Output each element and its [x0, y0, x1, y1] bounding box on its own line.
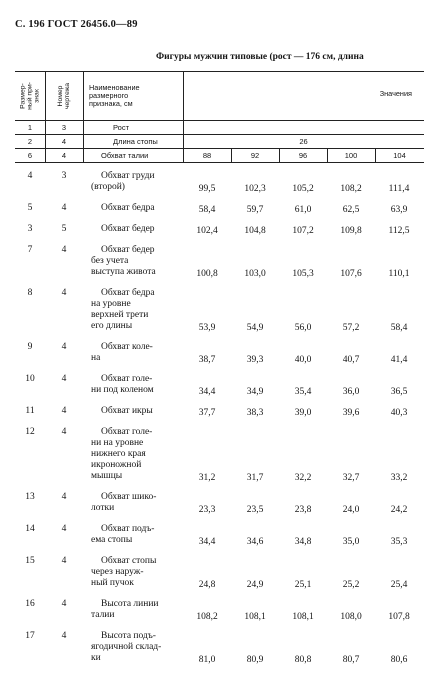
- cell-attribute: 9: [27, 342, 33, 352]
- cell-attribute: 13: [25, 492, 35, 502]
- cell-value: 31,7: [246, 473, 264, 483]
- cell-name: [91, 288, 179, 332]
- cell-value: 36,5: [390, 387, 408, 397]
- cell-drawing: 4: [61, 631, 67, 641]
- cell-value: 34,6: [246, 537, 264, 547]
- cell-waist-value: 100: [344, 151, 358, 160]
- table-caption: Фигуры мужчин типовые (рост — 176 см, длина: [156, 52, 364, 62]
- cell-attribute: 7: [27, 245, 33, 255]
- cell-attribute: 1: [27, 123, 33, 132]
- cell-name-line: на: [91, 353, 101, 363]
- cell-drawing: 4: [61, 342, 67, 352]
- cell-attribute: 4: [27, 171, 33, 181]
- cell-name-line: Обхват стопы: [101, 556, 157, 566]
- cell-value: 39,0: [294, 408, 312, 418]
- cell-attribute: 2: [27, 137, 33, 146]
- cell-name-line: Обхват бедра: [101, 288, 155, 298]
- cell-value: 23,3: [198, 505, 216, 515]
- header-cell-name: [83, 72, 189, 120]
- cell-drawing: 4: [61, 288, 67, 298]
- fixed-row-height: [15, 121, 424, 135]
- cell-value: 40,7: [342, 355, 360, 365]
- cell-name-line: Обхват подъ-: [101, 524, 155, 534]
- cell-waist-value: 88: [202, 151, 212, 160]
- cell-value: 61,0: [294, 205, 312, 215]
- cell-name: [91, 556, 179, 589]
- cell-value: 111,4: [388, 184, 410, 194]
- table-row: [15, 556, 424, 591]
- cell-name-line: Обхват бедер: [101, 224, 155, 234]
- cell-name-line: через наруж-: [91, 567, 144, 577]
- header-attribute-line: Размер-: [19, 83, 27, 109]
- cell-value: 109,8: [340, 226, 362, 236]
- header-cell-attribute: [15, 72, 45, 120]
- column-divider: [83, 135, 84, 148]
- cell-drawing: 4: [61, 151, 67, 160]
- cell-value: 40,0: [294, 355, 312, 365]
- cell-name: [91, 427, 179, 482]
- cell-name: Длина стопы: [113, 137, 158, 146]
- cell-name: [91, 524, 179, 546]
- cell-attribute: 6: [27, 151, 33, 160]
- table-row: [15, 524, 424, 548]
- cell-attribute: 14: [25, 524, 35, 534]
- cell-value: 112,5: [388, 226, 410, 236]
- cell-value: 59,7: [246, 205, 264, 215]
- cell-drawing: 3: [61, 123, 67, 132]
- cell-name-line: Обхват коле-: [101, 342, 153, 352]
- column-divider: [83, 72, 84, 120]
- cell-drawing: 4: [61, 492, 67, 502]
- cell-value: 58,4: [198, 205, 216, 215]
- cell-value: 38,3: [246, 408, 264, 418]
- table-row: [15, 224, 424, 237]
- table-row: [15, 342, 424, 366]
- cell-drawing: 5: [61, 224, 67, 234]
- cell-value: 53,9: [198, 323, 216, 333]
- header-drawing-line: Номер: [57, 85, 64, 107]
- cell-name-line: Высота линии: [101, 599, 159, 609]
- cell-name: [91, 203, 179, 214]
- header-name-line: признака, см: [89, 99, 133, 108]
- cell-value: 105,3: [292, 269, 314, 279]
- cell-name-line: ни на уровне: [91, 438, 144, 448]
- cell-name-line: Обхват бедер: [101, 245, 155, 255]
- header-cell-values: Значения: [379, 89, 412, 98]
- column-divider: [183, 149, 184, 162]
- cell-value: 35,3: [390, 537, 408, 547]
- cell-name-line: на уровне: [91, 299, 131, 309]
- cell-value: 37,7: [198, 408, 216, 418]
- cell-attribute: 3: [27, 224, 33, 234]
- column-divider: [375, 149, 376, 162]
- cell-drawing: 4: [61, 524, 67, 534]
- cell-attribute: 16: [25, 599, 35, 609]
- cell-name: [91, 599, 179, 621]
- cell-value: 100,8: [196, 269, 218, 279]
- cell-attribute: 11: [25, 406, 35, 416]
- column-divider: [183, 135, 184, 148]
- cell-value: 32,2: [294, 473, 312, 483]
- cell-value: 23,8: [294, 505, 312, 515]
- column-divider: [231, 149, 232, 162]
- column-divider: [327, 149, 328, 162]
- column-divider: [45, 149, 46, 162]
- table-row: [15, 631, 424, 666]
- cell-name-line: его длины: [91, 321, 133, 331]
- cell-value: 108,1: [244, 612, 266, 622]
- cell-value: 38,7: [198, 355, 216, 365]
- cell-name-line: мышцы: [91, 471, 123, 481]
- table-row: [15, 427, 424, 484]
- column-divider: [83, 121, 84, 134]
- header-cell-drawing: [45, 72, 83, 120]
- data-table: [15, 71, 424, 674]
- cell-value: 108,2: [340, 184, 362, 194]
- cell-name-line: Обхват голе-: [101, 427, 153, 437]
- cell-value: 40,3: [390, 408, 408, 418]
- cell-name-line: ни под коленом: [91, 385, 154, 395]
- column-divider: [279, 149, 280, 162]
- cell-waist-value: 96: [298, 151, 308, 160]
- cell-name-line: выступа живота: [91, 267, 156, 277]
- table-row: [15, 171, 424, 195]
- cell-value: 107,6: [340, 269, 362, 279]
- cell-drawing: 3: [61, 171, 67, 181]
- cell-name-line: ки: [91, 653, 101, 663]
- table-row: [15, 492, 424, 516]
- cell-attribute: 12: [25, 427, 35, 437]
- cell-value: 34,4: [198, 387, 216, 397]
- cell-value: 57,2: [342, 323, 360, 333]
- cell-value: 80,9: [246, 655, 264, 665]
- table-row: [15, 245, 424, 280]
- cell-drawing: 4: [61, 203, 67, 213]
- cell-name-line: верхней трети: [91, 310, 149, 320]
- cell-drawing: 4: [61, 427, 67, 437]
- cell-value: 99,5: [198, 184, 216, 194]
- cell-value: 102,3: [244, 184, 266, 194]
- cell-name-line: Обхват шико-: [101, 492, 157, 502]
- cell-value: 34,4: [198, 537, 216, 547]
- header-name-line: Наименование: [89, 83, 140, 92]
- fixed-row-foot-length: [15, 135, 424, 149]
- cell-value: 108,1: [292, 612, 314, 622]
- cell-name: [91, 171, 179, 193]
- cell-value: 102,4: [196, 226, 218, 236]
- cell-value: 23,5: [246, 505, 264, 515]
- column-divider: [83, 149, 84, 162]
- cell-value: 105,2: [292, 184, 314, 194]
- cell-value: 35,0: [342, 537, 360, 547]
- cell-drawing: 4: [61, 245, 67, 255]
- cell-value: 39,6: [342, 408, 360, 418]
- table-header: [15, 71, 424, 121]
- cell-value: 56,0: [294, 323, 312, 333]
- cell-value: 58,4: [390, 323, 408, 333]
- cell-value: 41,4: [390, 355, 408, 365]
- cell-name: [91, 631, 179, 664]
- fixed-row-waist: [15, 149, 424, 163]
- cell-name-line: Обхват икры: [101, 406, 153, 416]
- cell-name: [91, 342, 179, 364]
- cell-value: 80,8: [294, 655, 312, 665]
- header-name-line: размерного: [89, 91, 129, 100]
- cell-drawing: 4: [61, 137, 67, 146]
- cell-value: 62,5: [342, 205, 360, 215]
- cell-value: 107,2: [292, 226, 314, 236]
- cell-name: Рост: [113, 123, 130, 132]
- cell-value: 25,4: [390, 580, 408, 590]
- cell-value: 24,9: [246, 580, 264, 590]
- cell-value: 35,4: [294, 387, 312, 397]
- column-divider: [183, 121, 184, 134]
- cell-attribute: 17: [25, 631, 35, 641]
- table-row: [15, 599, 424, 623]
- cell-name: [91, 224, 179, 235]
- cell-value: 33,2: [390, 473, 408, 483]
- header-attribute-label: [20, 82, 41, 110]
- cell-value: 39,3: [246, 355, 264, 365]
- cell-value: 108,0: [340, 612, 362, 622]
- cell-name: [91, 492, 179, 514]
- table-row: [15, 288, 424, 334]
- cell-value: 34,9: [246, 387, 264, 397]
- cell-value: 103,0: [244, 269, 266, 279]
- cell-waist-value: 104: [393, 151, 406, 160]
- cell-value: 24,8: [198, 580, 216, 590]
- cell-name-line: нижнего края: [91, 449, 146, 459]
- cell-value: 63,9: [390, 205, 408, 215]
- cell-name-line: Обхват бедра: [101, 203, 155, 213]
- cell-attribute: 5: [27, 203, 33, 213]
- cell-value: 24,0: [342, 505, 360, 515]
- cell-name: [91, 245, 179, 278]
- page-header: С. 196 ГОСТ 26456.0—89: [15, 19, 138, 30]
- cell-value: 107,8: [388, 612, 410, 622]
- cell-value: 108,2: [196, 612, 218, 622]
- cell-span-value: 26: [299, 137, 308, 146]
- cell-value: 80,7: [342, 655, 360, 665]
- table-body: [15, 163, 424, 666]
- table-row: [15, 406, 424, 419]
- header-attribute-line: знак: [33, 89, 41, 103]
- cell-value: 24,2: [390, 505, 408, 515]
- cell-name-line: ема стопы: [91, 535, 133, 545]
- cell-drawing: 4: [61, 556, 67, 566]
- cell-value: 36,0: [342, 387, 360, 397]
- cell-name-line: талии: [91, 610, 115, 620]
- cell-value: 31,2: [198, 473, 216, 483]
- cell-value: 54,9: [246, 323, 264, 333]
- cell-name: [91, 406, 179, 417]
- cell-value: 81,0: [198, 655, 216, 665]
- header-attribute-line: ный при-: [26, 82, 34, 110]
- cell-name-line: икроножной: [91, 460, 142, 470]
- cell-attribute: 8: [27, 288, 33, 298]
- cell-drawing: 4: [61, 406, 67, 416]
- cell-name-line: (второй): [91, 182, 125, 192]
- column-divider: [45, 135, 46, 148]
- cell-name-line: ягодичной склад-: [91, 642, 162, 652]
- cell-attribute: 10: [25, 374, 35, 384]
- cell-value: 25,2: [342, 580, 360, 590]
- header-drawing-label: [57, 83, 71, 109]
- cell-name-line: лотки: [91, 503, 115, 513]
- cell-name-line: без учета: [91, 256, 129, 266]
- header-drawing-line: чертежа: [64, 82, 71, 110]
- cell-value: 104,8: [244, 226, 266, 236]
- cell-drawing: 4: [61, 374, 67, 384]
- table-row: [15, 203, 424, 216]
- cell-value: 32,7: [342, 473, 360, 483]
- cell-value: 34,8: [294, 537, 312, 547]
- cell-value: 110,1: [388, 269, 410, 279]
- cell-value: 25,1: [294, 580, 312, 590]
- table-row: [15, 374, 424, 398]
- cell-name: Обхват талии: [101, 151, 149, 160]
- column-divider: [45, 72, 46, 120]
- cell-value: 80,6: [390, 655, 408, 665]
- cell-name-line: Высота подъ-: [101, 631, 156, 641]
- column-divider: [45, 121, 46, 134]
- cell-name: [91, 374, 179, 396]
- cell-waist-value: 92: [250, 151, 260, 160]
- cell-name-line: ный пучок: [91, 578, 134, 588]
- cell-name-line: Обхват груди: [101, 171, 155, 181]
- cell-attribute: 15: [25, 556, 35, 566]
- cell-drawing: 4: [61, 599, 67, 609]
- cell-name-line: Обхват голе-: [101, 374, 153, 384]
- column-divider: [183, 72, 184, 120]
